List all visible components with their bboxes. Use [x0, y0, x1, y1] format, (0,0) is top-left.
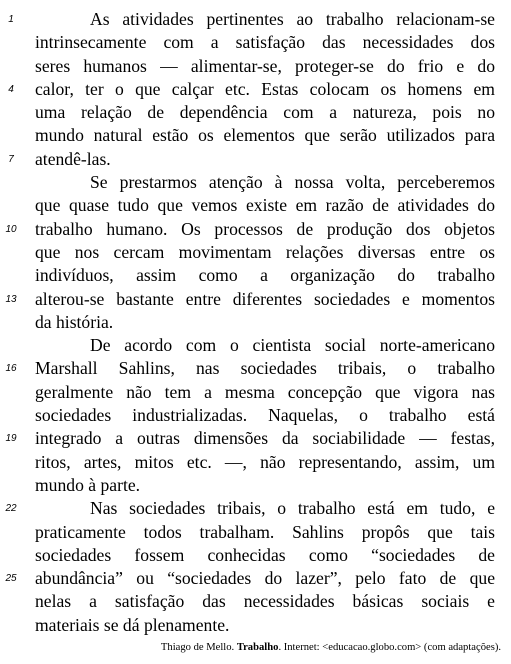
text-line: da história.: [35, 311, 114, 332]
text-line: mundo natural estão os elementos que serão utilizados para: [35, 125, 495, 146]
text-line: praticamente todos trabalham. Sahlins propôs que tais: [35, 521, 495, 542]
text-line: Nas sociedades tribais, o trabalho está em tudo, e: [90, 498, 495, 519]
line-number: [0, 590, 22, 613]
line-number: [0, 544, 22, 567]
text-line: As atividades pertinentes ao trabalho relacionam-se: [90, 9, 495, 29]
text-line: que nos cercam movimentam relações diversas entre os: [35, 241, 495, 262]
text-line: que quase tudo que vemos existe em razão de atividades do: [35, 195, 495, 216]
line-number: [0, 31, 22, 54]
line-number: [0, 404, 22, 427]
text-line: trabalho humano. Os processos de produção dos objetos: [35, 218, 495, 239]
line-number: [0, 311, 22, 334]
line-number: [0, 241, 22, 264]
text-line: atendê-las.: [35, 148, 111, 169]
line-number: [0, 101, 22, 124]
line-number: 19: [5, 433, 17, 445]
line-number: [0, 521, 22, 544]
source-details: . Internet: <educacao.globo.com> (com adaptações).: [278, 642, 501, 653]
text-line: uma relação de dependência com a natureza, pois no: [35, 102, 495, 123]
text-line: nelas a satisfação das necessidades básicas sociais e: [35, 591, 495, 612]
line-number: 7: [8, 153, 14, 165]
line-number: [0, 381, 22, 404]
text-line: materiais se dá plenamente.: [35, 614, 230, 635]
line-number: [0, 334, 22, 357]
line-number: 22: [5, 503, 17, 515]
source-author: Thiago de Mello.: [160, 642, 237, 653]
text-line: sociedades fossem conhecidas como “sociedades de: [35, 544, 495, 565]
line-number: 1: [8, 14, 14, 25]
text-line: ritos, artes, mitos etc. —, não representando, assim, um: [35, 451, 495, 472]
text-line: integrado a outras dimensões da sociabilidade — festas,: [35, 428, 495, 449]
text-line: calor, ter o que calçar etc. Estas colocam os homens em: [35, 78, 495, 99]
line-number: [0, 474, 22, 497]
text-line: intrinsecamente com a satisfação das necessidades dos: [35, 32, 495, 53]
line-number-column: [0, 8, 22, 614]
text-line: geralmente não tem a mesma concepção que vigora nas: [35, 381, 495, 402]
text-line: alterou-se bastante entre diferentes sociedades e momentos: [35, 288, 495, 309]
line-number: [0, 451, 22, 474]
line-number: [0, 171, 22, 194]
line-number: [0, 124, 22, 147]
line-number: 16: [5, 363, 17, 375]
text-line: Marshall Sahlins, nas sociedades tribais, o trabalho: [35, 358, 495, 379]
text-line: Se prestarmos atenção à nossa volta, perceberemos: [90, 172, 495, 193]
text-line: De acordo com o cientista social norte-americano: [90, 335, 495, 356]
document-text: [35, 8, 495, 637]
line-number: 10: [5, 223, 17, 235]
line-number: [0, 55, 22, 78]
text-line: abundância” ou “sociedades do lazer”, pelo fato de que: [35, 568, 495, 589]
text-line: mundo à parte.: [35, 474, 141, 495]
line-number: [0, 194, 22, 217]
source-title: Trabalho: [236, 642, 279, 653]
source-citation: [161, 642, 501, 653]
text-line: sociedades industrializadas. Naquelas, o trabalho está: [35, 405, 495, 426]
line-number: 4: [8, 83, 14, 95]
line-number: 25: [5, 573, 17, 585]
line-number: [0, 264, 22, 287]
text-line: indivíduos, assim como a organização do trabalho: [35, 265, 495, 286]
line-number: 13: [5, 293, 17, 305]
text-line: seres humanos — alimentar-se, proteger-se do frio e do: [35, 55, 495, 76]
